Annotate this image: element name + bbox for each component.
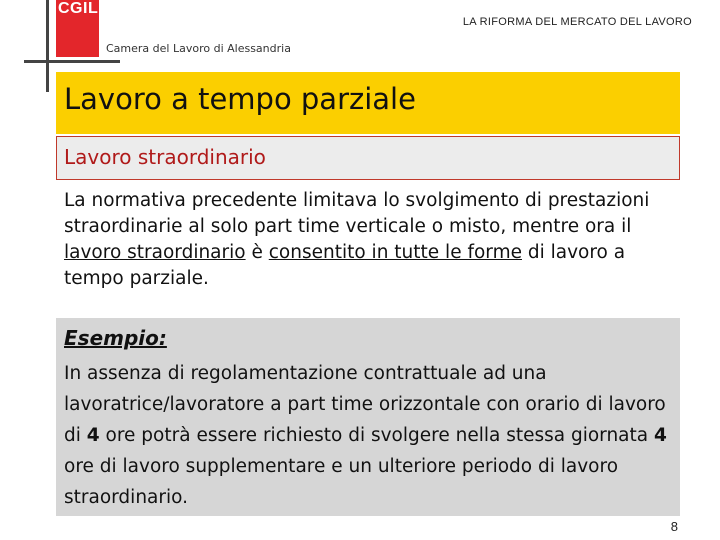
body-underline-allowed: consentito in tutte le forme xyxy=(268,242,522,263)
logo-crosshair-horizontal xyxy=(24,60,120,63)
chamber-name: Camera del Lavoro di Alessandria xyxy=(106,42,291,55)
body-text-part3: di lavoro a tempo parziale. xyxy=(64,242,626,289)
body-underline-overtime: lavoro straordinario xyxy=(64,242,246,263)
example-text-c: ore di lavoro supplementare e un ulteriore periodo di lavoro straordinario. xyxy=(64,456,619,508)
header-topic: LA RIFORMA DEL MERCATO DEL LAVORO xyxy=(462,16,692,28)
example-text-a: In assenza di regolamentazione contrattuale ad una lavoratrice/lavoratore a part time orizzontale con orario di lavoro di xyxy=(64,363,666,446)
example-heading: Esempio: xyxy=(64,326,167,350)
example-text-b: ore potrà essere richiesto di svolgere nella stessa giornata xyxy=(99,425,654,446)
body-text-part1: La normativa precedente limitava lo svolgimento di prestazioni straordinarie al solo part time verticale o misto, mentre ora il xyxy=(64,190,650,237)
page-number: 8 xyxy=(670,519,678,534)
body-paragraph xyxy=(64,188,676,292)
example-paragraph xyxy=(64,358,676,513)
logo-crosshair-vertical xyxy=(46,0,49,92)
example-number-2: 4 xyxy=(653,425,667,446)
slide-subtitle: Lavoro straordinario xyxy=(64,145,266,169)
example-number-1: 4 xyxy=(86,425,100,446)
body-text-part2: è xyxy=(245,242,269,263)
logo-text: CGIL xyxy=(58,0,99,17)
slide-title: Lavoro a tempo parziale xyxy=(64,82,416,116)
